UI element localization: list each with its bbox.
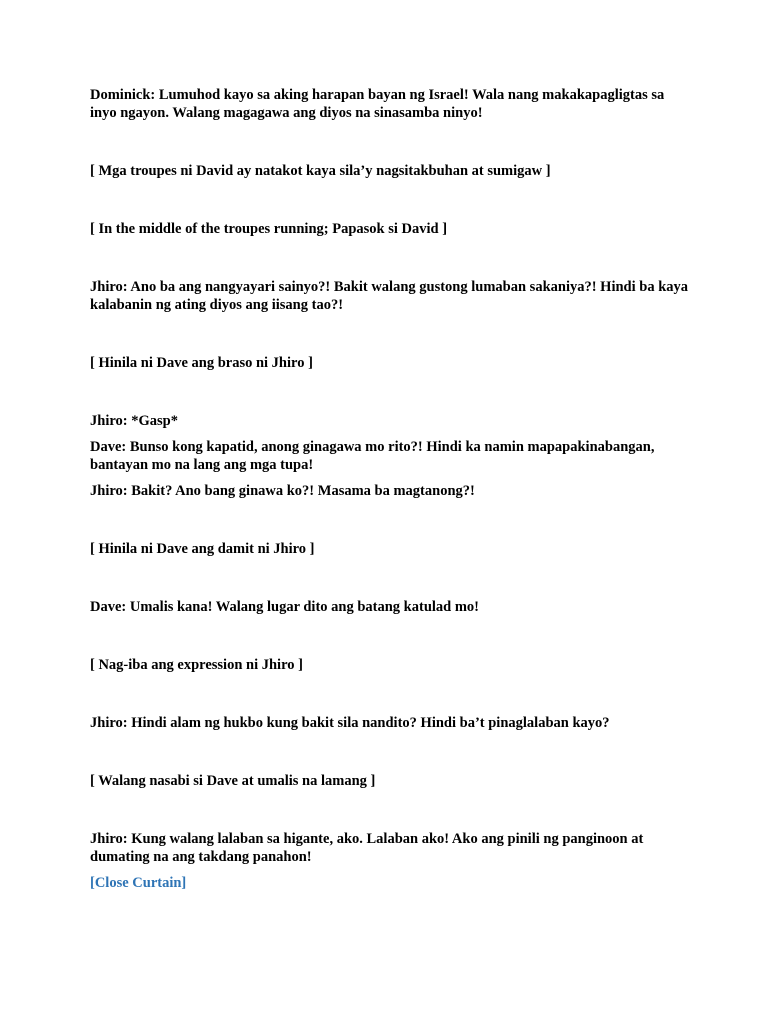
stage-direction-troupes-flee: [ Mga troupes ni David ay natakot kaya sila’y nagsitakbuhan at sumigaw ] (90, 163, 551, 179)
dialogue-jhiro-3: Jhiro: Hindi alam ng hukbo kung bakit sila nandito? Hindi ba’t pinaglalaban kayo? (90, 715, 610, 731)
stage-direction-arm-pull: [ Hinila ni Dave ang braso ni Jhiro ] (90, 355, 313, 371)
stage-direction-clothes-pull: [ Hinila ni Dave ang damit ni Jhiro ] (90, 541, 315, 557)
dialogue-dominick: Dominick: Lumuhod kayo sa aking harapan bayan ng Israel! Wala nang makakapagligtas sa inyo ngayon. Walang magagawa ang diyos na sinasamba ninyo! (90, 87, 665, 121)
stage-direction-expression: [ Nag-iba ang expression ni Jhiro ] (90, 657, 303, 673)
stage-direction-david-enters: [ In the middle of the troupes running; Papasok si David ] (90, 221, 448, 237)
dialogue-dave-2: Dave: Umalis kana! Walang lugar dito ang batang katulad mo! (90, 599, 480, 615)
dialogue-dave-1: Dave: Bunso kong kapatid, anong ginagawa mo rito?! Hindi ka namin mapapakinabangan, bantayan mo na lang ang mga tupa! (90, 439, 655, 473)
document-page (90, 86, 690, 892)
dialogue-jhiro-4: Jhiro: Kung walang lalaban sa higante, ako. Lalaban ako! Ako ang pinili ng panginoon at dumating na ang takdang panahon! (90, 831, 644, 865)
close-curtain-link[interactable]: [Close Curtain] (90, 875, 187, 891)
dialogue-jhiro-gasp: Jhiro: *Gasp* (90, 413, 178, 429)
stage-direction-dave-leaves: [ Walang nasabi si Dave at umalis na lamang ] (90, 773, 376, 789)
dialogue-jhiro-2: Jhiro: Bakit? Ano bang ginawa ko?! Masama ba magtanong?! (90, 483, 475, 499)
dialogue-jhiro-1: Jhiro: Ano ba ang nangyayari sainyo?! Bakit walang gustong lumaban sakaniya?! Hindi ba kaya kalabanin ng ating diyos ang iisang tao?! (90, 279, 689, 313)
